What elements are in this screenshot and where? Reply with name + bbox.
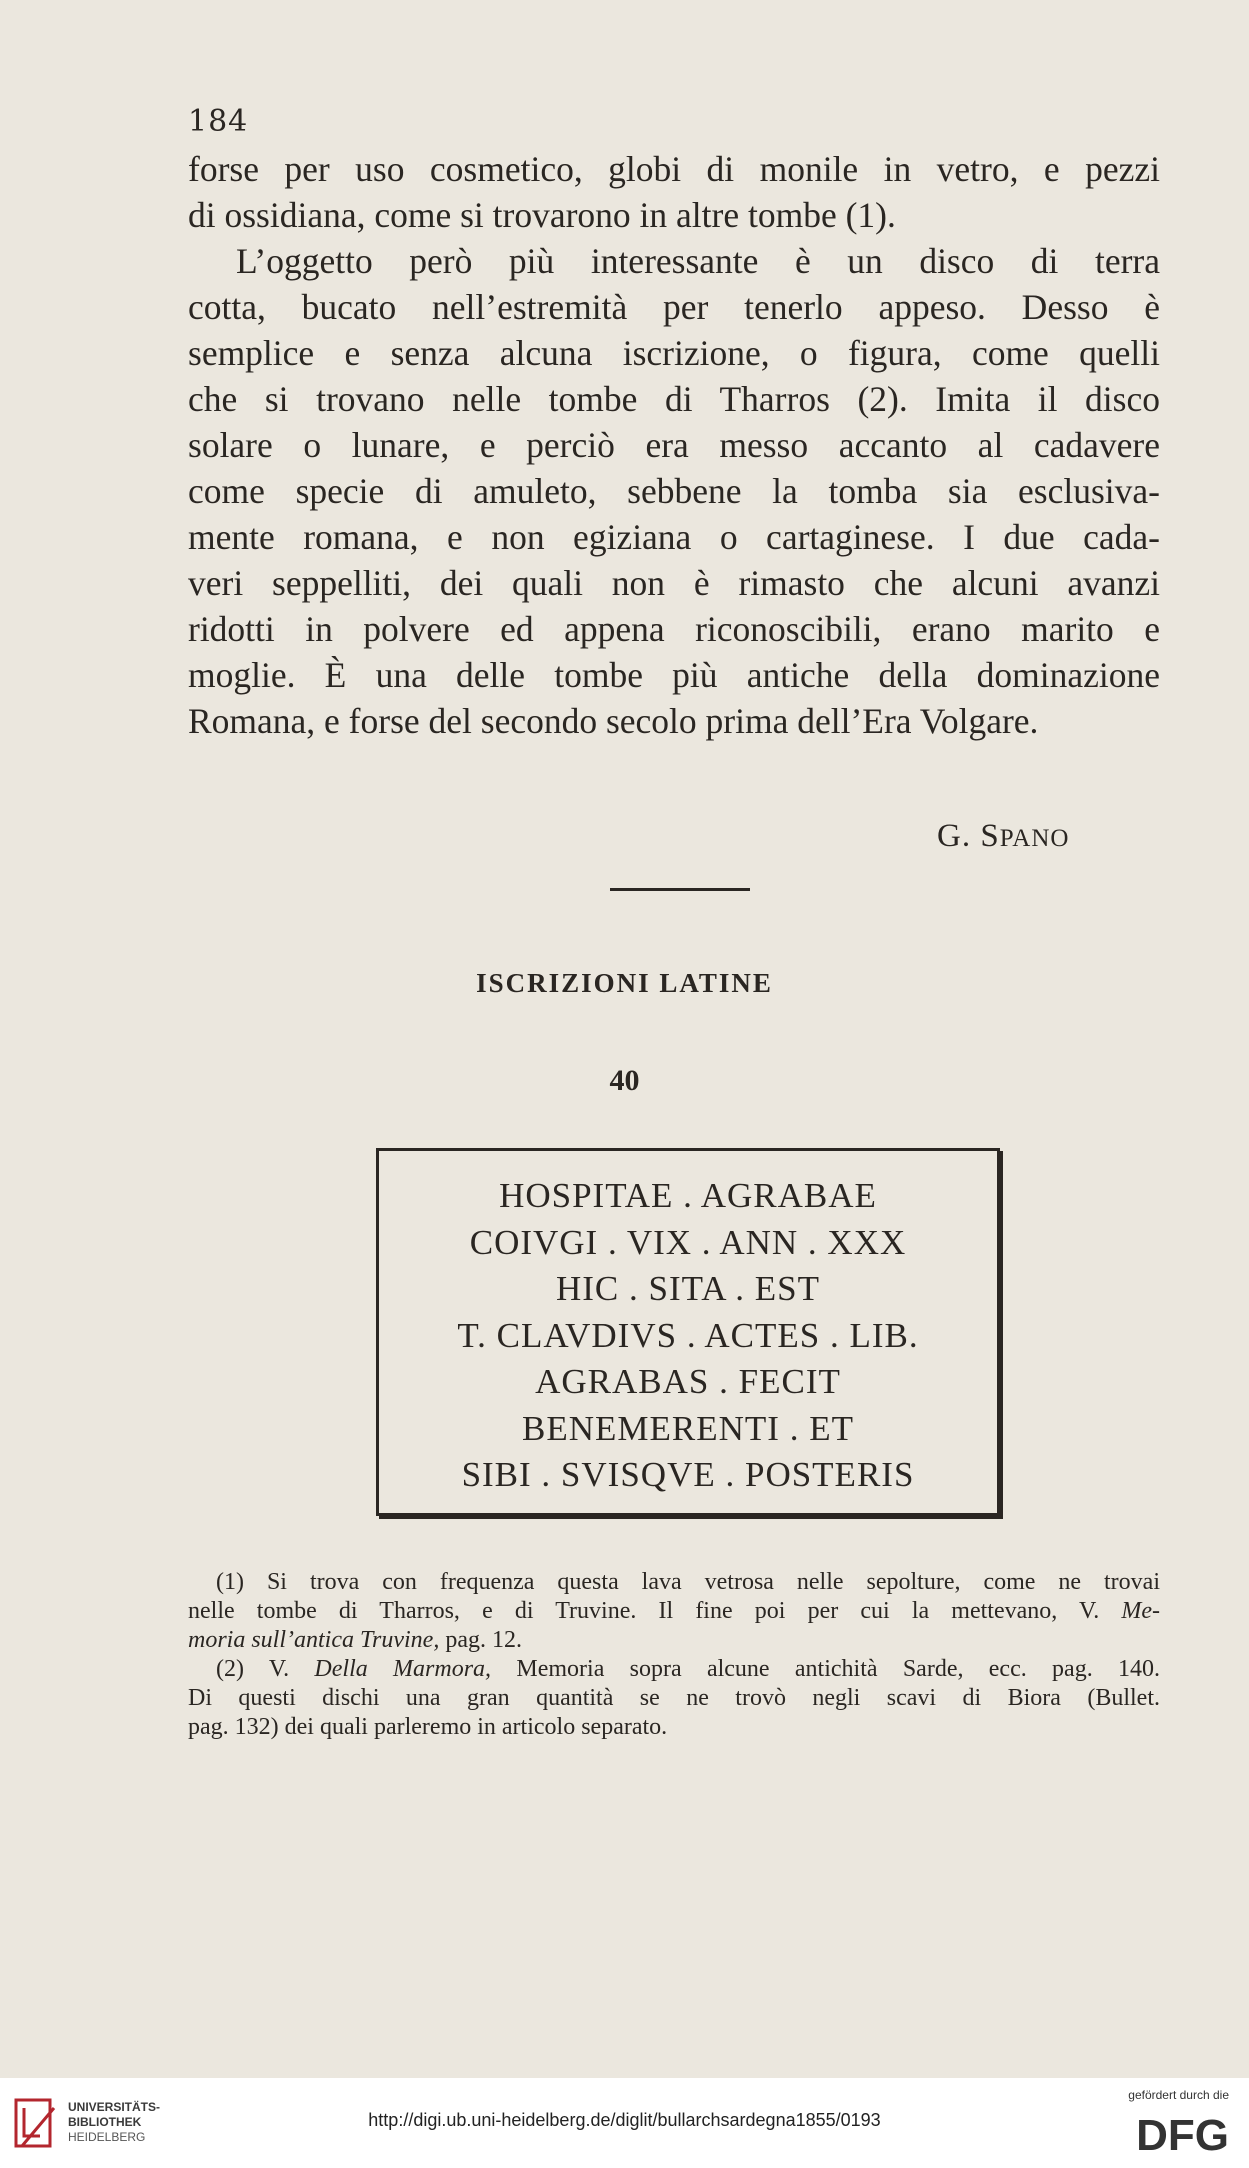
signature-initial: G. S	[937, 818, 1000, 854]
body-line: L’oggetto però più interessante è un disco di terra	[236, 241, 1160, 281]
footnote-2-italic: Della Marmora,	[314, 1656, 492, 1682]
section-divider	[610, 888, 750, 891]
signature-surname-smallcaps: PANO	[999, 825, 1070, 852]
body-paragraphs	[188, 146, 1160, 744]
inscription-line: AGRABAS . FECIT	[535, 1362, 841, 1401]
body-line: veri seppelliti, dei quali non è rimasto che alcuni avanzi	[188, 563, 1160, 603]
body-line: che si trovano nelle tombe di Tharros (2). Imita il disco	[188, 379, 1160, 419]
footnote-1-text: nelle tombe di Tharros, e di Truvine. Il fine poi per cui la mettevano, V.	[188, 1598, 1122, 1624]
inscription-number: 40	[609, 1064, 640, 1097]
footnote-1-text: pag. 12.	[439, 1627, 522, 1653]
body-line: di ossidiana, come si trovarono in altre tombe (1).	[188, 195, 896, 235]
footnote-2-line	[188, 1655, 1160, 1684]
inscription-line: T. CLAVDIVS . ACTES . LIB.	[457, 1315, 919, 1355]
inscription-line: SIBI . SVISQVE . POSTERIS	[461, 1455, 915, 1494]
inscription-line: HOSPITAE . AGRABAE	[499, 1176, 877, 1215]
body-line: semplice e senza alcuna iscrizione, o figura, come quelli	[188, 333, 1160, 373]
funded-by-label: gefördert durch die	[1128, 2088, 1229, 2102]
footnote-2-text: (2) V.	[216, 1656, 315, 1682]
permalink-url[interactable]: http://digi.ub.uni-heidelberg.de/diglit/bullarchsardegna1855/0193	[368, 2110, 881, 2130]
body-line: mente romana, e non egiziana o cartaginese. I due cada-	[188, 517, 1160, 557]
author-signature	[937, 818, 1069, 855]
footnote-1-line: (1) Si trova con frequenza questa lava vetrosa nelle sepolture, come ne trovai	[216, 1569, 1160, 1595]
inscription-box	[376, 1148, 1000, 1516]
page-number: 184	[188, 104, 249, 139]
library-name-line: UNIVERSITÄTS-	[68, 2100, 161, 2114]
body-line: cotta, bucato nell’estremità per tenerlo appeso. Desso è	[188, 287, 1160, 327]
dfg-logo-icon	[1121, 2108, 1231, 2156]
footnotes	[188, 1568, 1160, 1742]
body-line: ridotti in polvere ed appena riconoscibili, erano marito e	[188, 609, 1160, 649]
inscription-text	[379, 1173, 997, 1499]
body-line: solare o lunare, e perciò era messo accanto al cadavere	[188, 425, 1160, 465]
section-title: ISCRIZIONI LATINE	[476, 968, 773, 998]
library-name-line: BIBLIOTHEK	[68, 2115, 142, 2129]
inscription-line: HIC . SITA . EST	[555, 1269, 821, 1308]
footnote-1-line	[188, 1597, 1160, 1626]
inscription-line: COIVGI . VIX . ANN . XXX	[469, 1222, 907, 1262]
footnote-1-italic: Me-	[1121, 1598, 1160, 1624]
body-line: come specie di amuleto, sebbene la tomba sia esclusiva-	[188, 471, 1160, 511]
body-line: moglie. È una delle tombe più antiche della dominazione	[188, 655, 1160, 695]
body-line: forse per uso cosmetico, globi di monile in vetro, e pezzi	[188, 149, 1160, 189]
footnote-2-line: Di questi dischi una gran quantità se ne trovò negli scavi di Biora (Bullet.	[188, 1685, 1160, 1711]
inscription-line: BENEMERENTI . ET	[522, 1408, 854, 1448]
dfg-logo-text: DFG	[1136, 2111, 1229, 2156]
footnote-1-line	[188, 1626, 1160, 1655]
library-name-line: HEIDELBERG	[68, 2130, 146, 2144]
footnote-2-line: pag. 132) dei quali parleremo in articolo separato.	[188, 1714, 668, 1740]
body-line: Romana, e forse del secondo secolo prima dell’Era Volgare.	[188, 701, 1039, 741]
digitization-footer	[0, 2078, 1249, 2168]
footnote-1-italic: moria sull’antica Truvine,	[188, 1627, 440, 1653]
footnote-2-text: Memoria sopra alcune antichità Sarde, ecc. pag. 140.	[491, 1656, 1161, 1682]
